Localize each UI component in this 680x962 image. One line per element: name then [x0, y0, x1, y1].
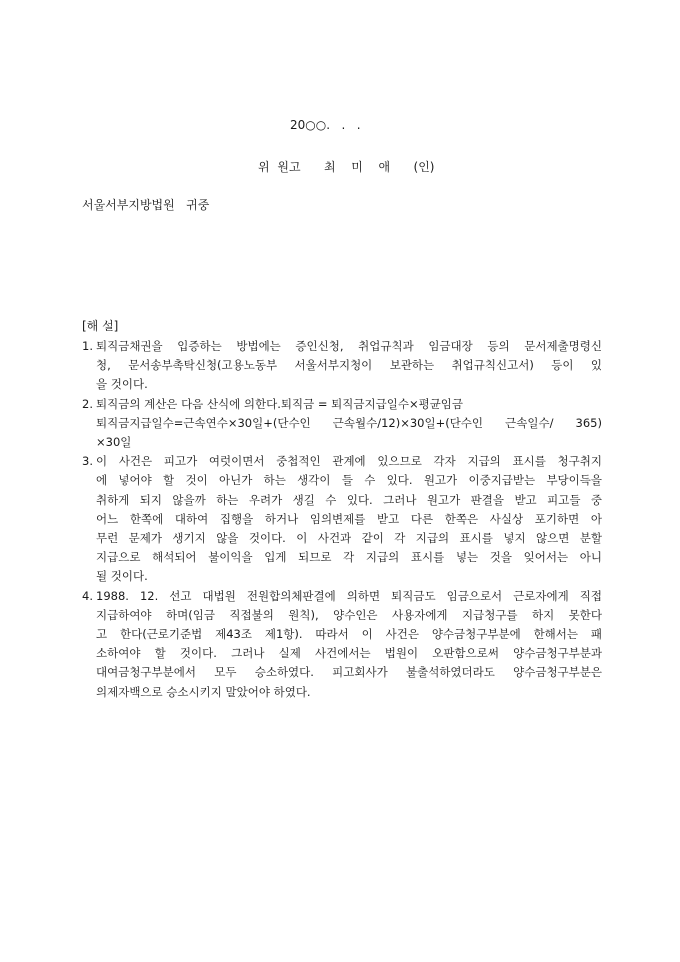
note-text [96, 587, 602, 702]
document-date: 20○○. . . [290, 118, 361, 132]
note-line: 1988. 12. 선고 대법원 전원합의체판결에 의하면 퇴직금도 임금으로서 근로자에게 직접 [96, 588, 602, 603]
note-number: 2. [82, 396, 93, 411]
note-line: 이 사건은 피고가 여럿이면서 중첩적인 관계에 있으므로 각자 지급의 표시를 청구취지 [96, 454, 602, 469]
note-line: 어느 한쪽에 대하여 집행을 하거나 임의변제를 받고 다른 한쪽은 사실상 포기하면 아 [96, 511, 602, 526]
note-item [82, 587, 602, 702]
note-line: 에 넣어야 할 것이 아닌가 하는 생각이 들 수 있다. 원고가 이중지급받는 부당이득을 [96, 473, 602, 488]
note-line: 퇴직금지급일수=근속연수×30일+(단수인 근속월수/12)×30일+(단수인 근속일수/ 365) [96, 415, 602, 430]
note-text [96, 395, 602, 453]
court-addressee: 서울서부지방법원 귀중 [82, 198, 210, 212]
note-line: 의제자백으로 승소시키지 말았어야 하였다. [96, 684, 311, 699]
note-number: 3. [82, 454, 93, 469]
note-line: 소하여야 할 것이다. 그러나 실제 사건에서는 법원이 오판함으로써 양수금청구부분과 [96, 646, 602, 661]
note-number: 4. [82, 588, 93, 603]
note-line: 취하게 되지 않을까 하는 우려가 생길 수 있다. 그러나 원고가 판결을 받고 피고들 중 [96, 492, 602, 507]
note-item [82, 395, 602, 453]
note-item [82, 337, 602, 395]
note-line: 을 것이다. [96, 377, 148, 392]
note-item [82, 452, 602, 586]
note-line: 지급으로 해석되어 불이익을 입게 되므로 각 지급의 표시를 넣는 것을 잊어서는 아니 [96, 550, 602, 565]
note-line: 고 한다(근로기준법 제43조 제1항). 따라서 이 사건은 양수금청구부분에 한해서는 패 [96, 627, 602, 642]
note-line: 될 것이다. [96, 569, 148, 584]
note-line: 퇴직금의 계산은 다음 산식에 의한다.퇴직금 = 퇴직금지급일수×평균임금 [96, 396, 464, 411]
note-line: 청, 문서송부촉탁신청(고용노동부 서울서부지청이 보관하는 취업규칙신고서) 등이 있 [96, 358, 602, 373]
note-number: 1. [82, 339, 93, 353]
notes-heading: [해 설] [82, 319, 119, 333]
note-line: ×30일 [96, 435, 132, 450]
notes-list [82, 337, 602, 702]
note-line: 지급하여야 하며(임금 직접불의 원칙), 양수인은 사용자에게 지급청구를 하지 못한다 [96, 607, 602, 622]
note-text [96, 452, 602, 586]
note-line: 무런 문제가 생기지 않을 것이다. 이 사건과 같이 각 지급의 표시를 넣지 않으면 분할 [96, 531, 602, 546]
plaintiff-signature: 위 원고 최 미 애 (인) [258, 160, 435, 174]
note-line: 퇴직금채권을 입증하는 방법에는 증인신청, 취업규칙과 임금대장 등의 문서제출명령신 [96, 339, 602, 353]
note-line: 대여금청구부분에서 모두 승소하였다. 피고회사가 불출석하였더라도 양수금청구부분은 [96, 665, 602, 680]
note-text [96, 337, 602, 395]
